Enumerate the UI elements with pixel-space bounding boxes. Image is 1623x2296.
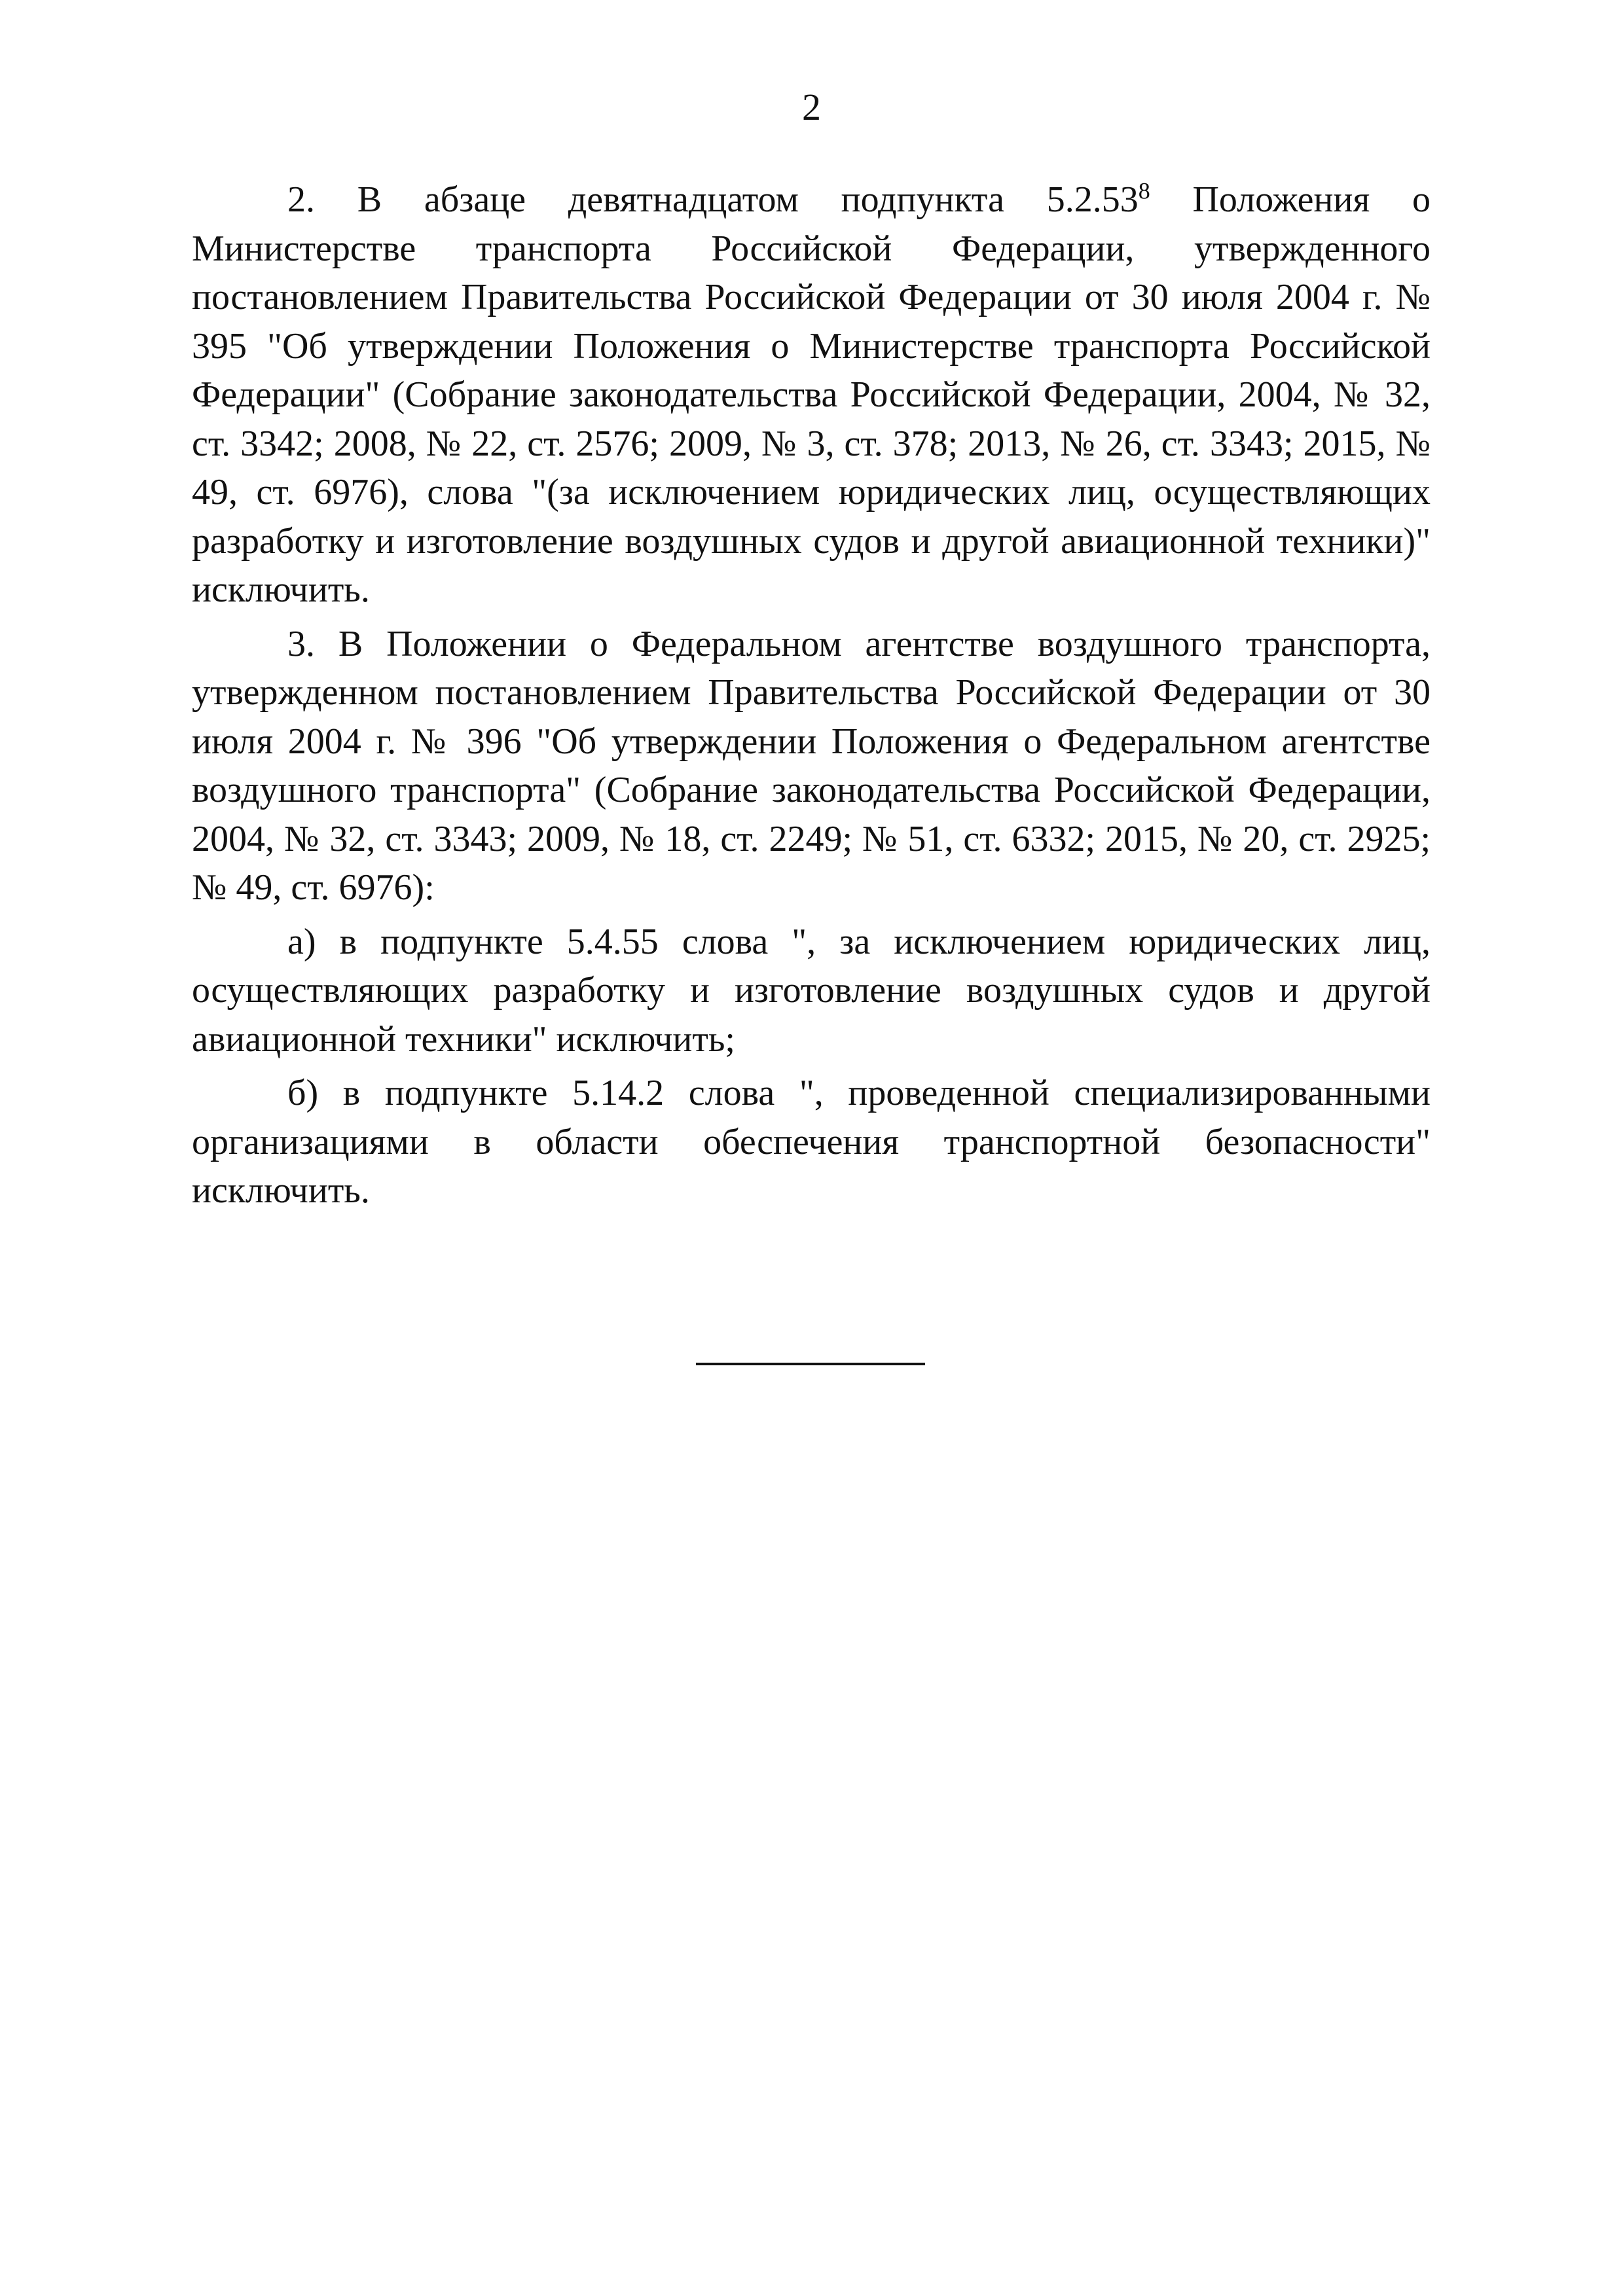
paragraph-item-2 [192, 175, 1431, 615]
paragraph-subitem-b: б) в подпункте 5.14.2 слова ", проведенной специализированными организациями в области обеспечения транспортной безопасности" исключить. [192, 1073, 1431, 1211]
paragraph-item-3: 3. В Положении о Федеральном агентстве воздушного транспорта, утвержденном постановлением Правительства Российской Федерации от 30 июля 2004 г. № 396 "Об утверждении Положения о Федеральном агентстве воздушного транспорта" (Собрание законодательства Российской Федерации, 2004, № 32, ст. 3343; 2009, № 18, ст. 2249; № 51, ст. 6332; 2015, № 20, ст. 2925; № 49, ст. 6976): [192, 623, 1431, 908]
paragraph-item-2-superscript: 8 [1138, 177, 1150, 204]
end-separator-line [696, 1363, 925, 1365]
paragraph-item-2-text: 2. В абзаце девятнадцатом подпункта 5.2.53 [287, 179, 1139, 220]
document-body [192, 175, 1431, 1221]
paragraph-subitem-a: а) в подпункте 5.4.55 слова ", за исключением юридических лиц, осуществляющих разработку и изготовление воздушных судов и другой авиационной техники" исключить; [192, 921, 1431, 1060]
paragraph-item-2-text-continued: Положения о Министерстве транспорта Российской Федерации, утвержденного постановлением Правительства Российской Федерации от 30 июля 2004 г. № 395 "Об утверждении Положения о Министерстве транспорта Российской Федерации" (Собрание законодательства Российской Федерации, 2004, № 32, ст. 3342; 2008, № 22, ст. 2576; 2009, № 3, ст. 378; 2013, № 26, ст. 3343; 2015, № 49, ст. 6976), слова "(за исключением юридических лиц, осуществляющих разработку и изготовление воздушных судов и другой авиационной техники)" исключить. [192, 179, 1431, 610]
page-number: 2 [802, 86, 821, 128]
